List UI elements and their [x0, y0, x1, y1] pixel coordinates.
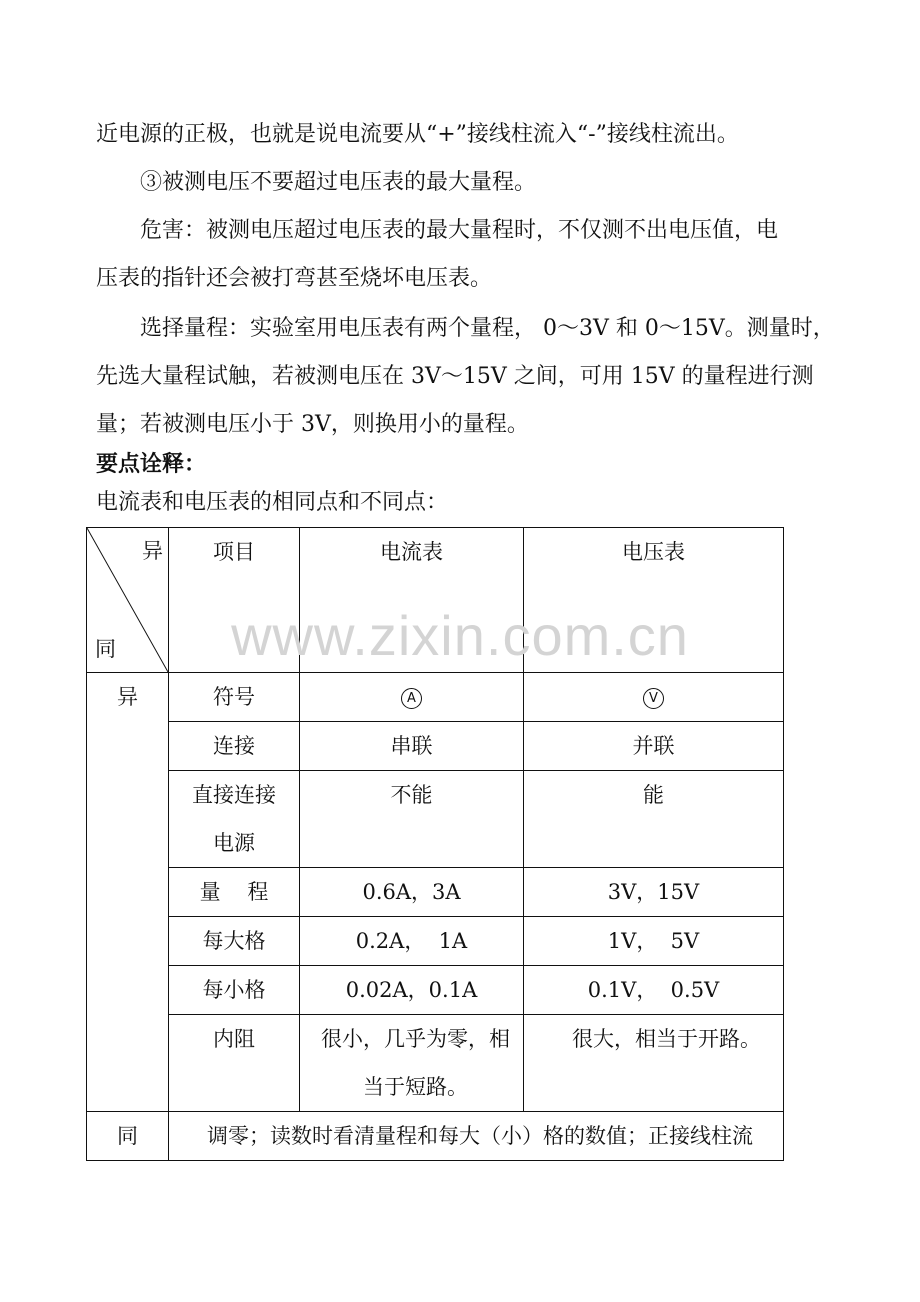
same-text: 调零；读数时看清量程和每大（小）格的数值；正接线柱流	[169, 1112, 784, 1161]
ammeter-cell	[300, 673, 524, 722]
paragraph-line: 选择量程：实验室用电压表有两个量程， 0～3V 和 0～15V。测量时，	[140, 316, 835, 341]
row-item: 连接	[169, 722, 300, 771]
corner-label-diff: 异	[142, 539, 163, 563]
header-ammeter: 电流表	[300, 528, 524, 673]
row-item: 每大格	[169, 917, 300, 966]
table-row	[87, 771, 784, 868]
voltmeter-symbol-icon: V	[643, 688, 664, 709]
comparison-table	[86, 527, 784, 1161]
table-row	[87, 673, 784, 722]
section-heading: 要点诠释：	[96, 452, 207, 477]
voltmeter-cell	[524, 673, 784, 722]
table-header-row	[87, 528, 784, 673]
ammeter-cell: 不能	[300, 771, 524, 868]
voltmeter-cell: 1V， 5V	[524, 917, 784, 966]
voltmeter-cell: 0.1V， 0.5V	[524, 966, 784, 1015]
table-row	[87, 966, 784, 1015]
same-label: 同	[87, 1112, 169, 1161]
ammeter-cell: 串联	[300, 722, 524, 771]
ammeter-cell	[300, 1015, 524, 1112]
row-item: 量 程	[169, 868, 300, 917]
table-row	[87, 722, 784, 771]
ammeter-symbol-icon: A	[401, 688, 422, 709]
table-row	[87, 917, 784, 966]
ammeter-cell: 0.2A， 1A	[300, 917, 524, 966]
corner-label-same: 同	[95, 637, 116, 661]
ammeter-cell: 0.6A，3A	[300, 868, 524, 917]
voltmeter-cell: 并联	[524, 722, 784, 771]
row-item: 每小格	[169, 966, 300, 1015]
voltmeter-cell: 很大，相当于开路。	[524, 1015, 784, 1112]
paragraph-line: 压表的指针还会被打弯甚至烧坏电压表。	[96, 266, 493, 291]
watermark: www.zixin.com.cn	[231, 604, 689, 667]
paragraph-line: ③被测电压不要超过电压表的最大量程。	[140, 170, 537, 195]
table-row	[87, 1112, 784, 1161]
paragraph-line: 先选大量程试触，若被测电压在 3V～15V 之间，可用 15V 的量程进行测	[96, 364, 814, 389]
ammeter-cell-line: 当于短路。	[363, 1075, 468, 1099]
ammeter-cell-line: 很小，几乎为零，相	[321, 1027, 510, 1051]
ammeter-cell: 0.02A，0.1A	[300, 966, 524, 1015]
row-item	[169, 771, 300, 868]
row-item-line: 电源	[213, 831, 255, 855]
voltmeter-cell: 能	[524, 771, 784, 868]
table-intro: 电流表和电压表的相同点和不同点：	[96, 490, 449, 515]
paragraph-line: 近电源的正极，也就是说电流要从“+”接线柱流入“-”接线柱流出。	[96, 122, 739, 147]
paragraph-line: 危害：被测电压超过电压表的最大量程时，不仅测不出电压值，电	[140, 218, 779, 243]
row-item: 内阻	[169, 1015, 300, 1112]
voltmeter-cell: 3V，15V	[524, 868, 784, 917]
diff-label: 异	[87, 673, 169, 1112]
row-item-line: 直接连接	[192, 783, 276, 807]
table-row	[87, 1015, 784, 1112]
header-voltmeter: 电压表	[524, 528, 784, 673]
table-row	[87, 868, 784, 917]
corner-cell	[87, 528, 169, 673]
header-item: 项目	[169, 528, 300, 673]
row-item: 符号	[169, 673, 300, 722]
paragraph-line: 量；若被测电压小于 3V，则换用小的量程。	[96, 412, 529, 437]
